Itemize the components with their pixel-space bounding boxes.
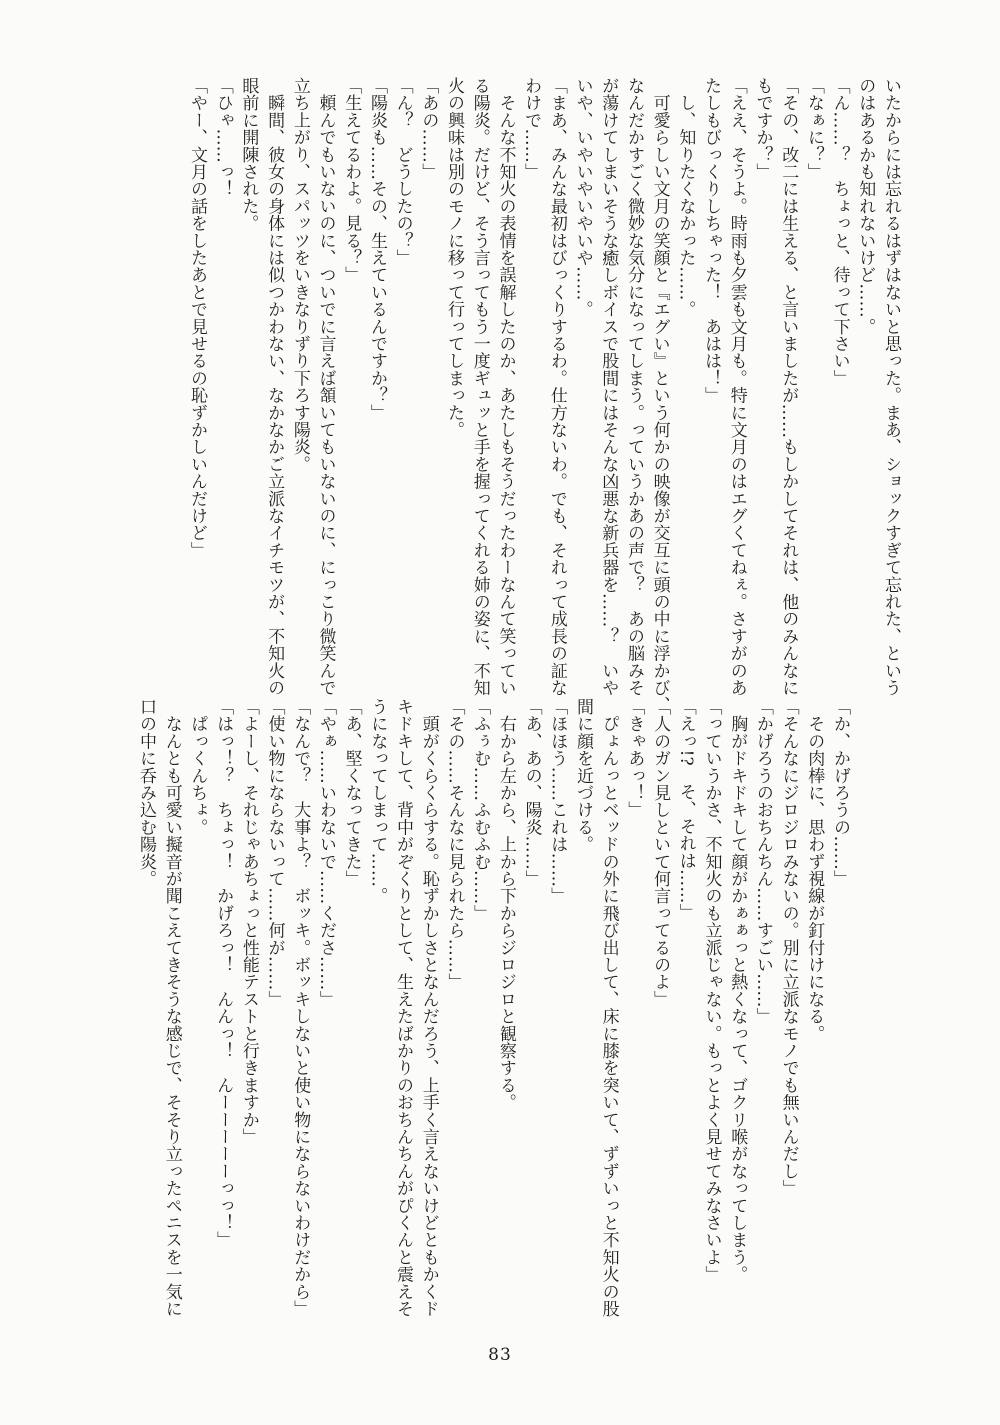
text-line: 「その……そんなに見られたら……」 bbox=[444, 698, 465, 991]
text-column-top bbox=[187, 77, 903, 714]
text-line: そんな不知火の表情を誤解したのか、あたしもそうだったわーなんて笑ってい bbox=[495, 77, 516, 697]
text-line: 口の中に呑み込む陽炎。 bbox=[136, 698, 157, 888]
text-line: たしもびっくりしちゃった！ あはは！」 bbox=[701, 77, 722, 404]
text-line: 右から左から、上から下からジロジロと観察する。 bbox=[495, 698, 516, 1111]
text-column-bottom bbox=[136, 698, 852, 1318]
text-line: 「やぁ……いわないで……くださ……」 bbox=[315, 698, 336, 1008]
text-line: 「えっ!? そ、それは……」 bbox=[675, 698, 696, 921]
text-line: 頭がくらくらする。恥ずかしさとなんだろう、上手く言えないけどともかくド bbox=[418, 698, 439, 1318]
text-line: 「まあ、みんな最初はびっくりするわ。仕方ないわ。でも、それって成長の証な bbox=[546, 77, 567, 697]
text-line: 「ん？ どうしたの？」 bbox=[392, 77, 413, 267]
text-line: もですか？」 bbox=[752, 77, 773, 181]
text-line: わけで……」 bbox=[521, 77, 542, 181]
text-line: 眼前に開陳された。 bbox=[238, 77, 259, 232]
text-line: 「なんで？ 大事よ？ ボッキ。ボッキしないと使い物にならないわけだから」 bbox=[290, 698, 311, 1318]
text-line: ぴょんっとベッドの外に飛び出して、床に膝を突いて、ずずいっと不知火の股 bbox=[598, 698, 619, 1318]
text-line: 「生えてるわよ。見る？」 bbox=[341, 77, 362, 284]
text-line: 「あ、あの、陽炎……」 bbox=[521, 698, 542, 888]
text-line: 胸がドキドキして顔がかぁぁっと熱くなって、ゴクリ喉がなってしまう。 bbox=[727, 698, 748, 1283]
text-line: 可愛らしい文月の笑顔と『エグい』という何かの映像が交互に頭の中に浮かび、 bbox=[649, 77, 670, 714]
text-line: いや、いやいやいやいや……。 bbox=[572, 77, 593, 318]
text-line: 「使い物にならないって……何が……」 bbox=[264, 698, 285, 1008]
text-line: うになってしまって……。 bbox=[367, 698, 388, 905]
text-line: 「ひゃ……っ！ bbox=[212, 77, 233, 198]
text-line: が蕩けてしまいそうな癒しボイスで股間にはそんな凶悪な新兵器を……？ いや bbox=[598, 77, 619, 697]
text-line: 「なぁに？」 bbox=[803, 77, 824, 181]
text-line: その肉棒に、思わず視線が釘付けになる。 bbox=[804, 698, 825, 1042]
text-line: 立ち上がり、スパッツをいきなりずり下ろす陽炎。 bbox=[289, 77, 310, 473]
text-line: のはあるかも知れないけど……。 bbox=[855, 77, 876, 335]
text-line: 「っていうかさ、不知火のも立派じゃない。もっとよく見せてみなさいよ」 bbox=[701, 698, 722, 1283]
text-line: 「ん……？ ちょっと、待って下さい」 bbox=[829, 77, 850, 387]
text-line: なんだかすごく微妙な気分になってしまう。っていうかあの声で？ あの脳みそ bbox=[623, 77, 644, 697]
text-line: る陽炎。だけど、そう言ってもう一度ギュッと手を握ってくれる姉の姿に、不知 bbox=[469, 77, 490, 697]
text-line: いたからには忘れるはずはないと思った。まあ、ショックすぎて忘れた、という bbox=[881, 77, 901, 697]
text-line: 「その、改二には生える、と言いましたが……もしかしてそれは、他のみんなに bbox=[778, 77, 799, 697]
text-line: ぱっくんちょ。 bbox=[187, 698, 208, 836]
page-number: 83 bbox=[488, 1345, 512, 1365]
text-line: 「あ、堅くなってきた」 bbox=[341, 698, 362, 888]
text-line: 「陽炎も……その、生えているんですか？」 bbox=[366, 77, 387, 421]
text-line: 「よーし、それじゃあちょっと性能テストと行きますか」 bbox=[238, 698, 259, 1146]
text-line: 「ふぅむ……ふむふむ……」 bbox=[470, 698, 491, 922]
text-line: 「ええ、そうよ。時雨も夕雲も文月も。特に文月のはエグくてねぇ。さすがのあ bbox=[726, 77, 747, 697]
text-line: 間に顔を近づける。 bbox=[572, 698, 593, 853]
text-line: 頼んでもいないのに、ついでに言えば頷いてもいないのに、にっこり微笑んで bbox=[315, 77, 336, 697]
text-line: 「か、かげろうの……」 bbox=[830, 698, 850, 888]
text-line: 「かげろうのおちんちん……すごい……」 bbox=[752, 698, 773, 1025]
text-line: 「やー、文月の話をしたあとで見せるの恥ずかしいんだけど」 bbox=[187, 77, 208, 559]
text-line: 「はっ！？ ちょっ！ かげろっ！ んんっ！ んーーーーーっっ！」 bbox=[213, 698, 234, 1249]
text-line: なんとも可愛い擬音が聞こえてきそうな感じで、そそり立ったペニスを一気に bbox=[161, 698, 182, 1318]
text-line: 「そんなにジロジロみないの。別に立派なモノでも無いんだし」 bbox=[778, 698, 799, 1197]
text-line: 「あの……」 bbox=[418, 77, 439, 181]
text-line: し、知りたくなかった……。 bbox=[675, 77, 696, 318]
text-line: 火の興味は別のモノに移って行ってしまった。 bbox=[444, 77, 465, 439]
text-line: 「人のガン見しといて何言ってるのよ」 bbox=[650, 698, 671, 1008]
text-line: 「ほほう……これは……」 bbox=[547, 698, 568, 905]
text-line: 瞬間、彼女の身体には似つかわない、なかなかご立派なイチモツが、不知火の bbox=[264, 77, 285, 697]
text-line: 「きゃあっ！」 bbox=[624, 698, 645, 819]
text-line: キドキして、背中がぞくりとして、生えたばかりのおちんちんがぴくんと震えそ bbox=[393, 698, 414, 1318]
